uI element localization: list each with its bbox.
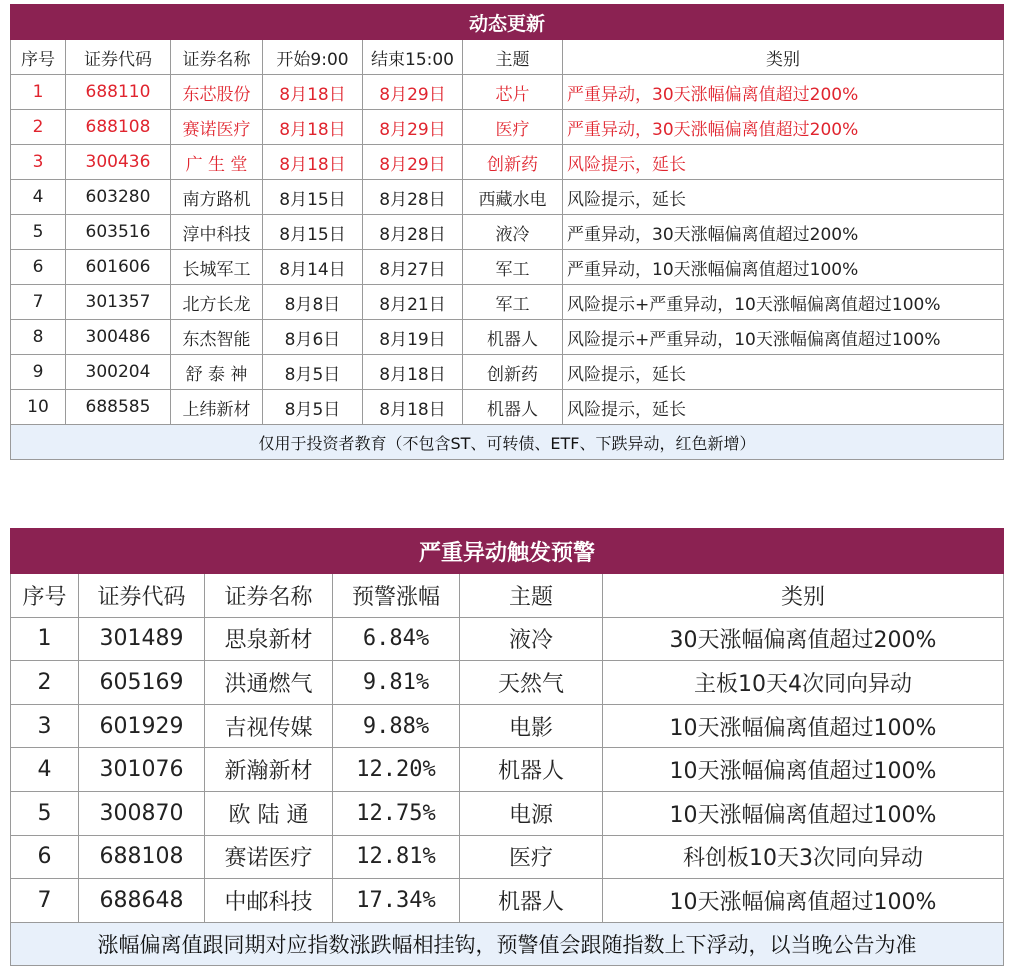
row-number-cell: 4	[11, 748, 79, 792]
row-number-cell: 9	[11, 355, 66, 390]
security-name-cell: 思泉新材	[205, 617, 333, 661]
theme-cell: 电影	[460, 704, 603, 748]
start-date-cell: 8月5日	[263, 355, 363, 390]
abnormal-warning-table	[10, 528, 1004, 966]
theme-cell: 创新药	[463, 355, 563, 390]
end-date-cell: 8月28日	[363, 180, 463, 215]
theme-cell: 机器人	[460, 879, 603, 923]
security-code-cell: 605169	[79, 661, 205, 705]
warning-rise-cell: 9.88%	[333, 704, 460, 748]
security-code-cell: 301076	[79, 748, 205, 792]
header-cell: 开始9:00	[263, 40, 363, 75]
security-name-cell: 新瀚新材	[205, 748, 333, 792]
end-date-cell: 8月29日	[363, 110, 463, 145]
row-number-cell: 5	[11, 215, 66, 250]
table-row	[11, 180, 1004, 215]
header-cell: 类别	[563, 40, 1004, 75]
category-cell: 10天涨幅偏离值超过100%	[603, 791, 1004, 835]
theme-cell: 医疗	[460, 835, 603, 879]
end-date-cell: 8月21日	[363, 285, 463, 320]
security-code-cell: 688648	[79, 879, 205, 923]
category-cell: 风险提示，延长	[563, 355, 1004, 390]
start-date-cell: 8月6日	[263, 320, 363, 355]
start-date-cell: 8月5日	[263, 390, 363, 425]
row-number-cell: 10	[11, 390, 66, 425]
end-date-cell: 8月18日	[363, 390, 463, 425]
table-footer-note: 涨幅偏离值跟同期对应指数涨跌幅相挂钩，预警值会跟随指数上下浮动，以当晚公告为准	[11, 922, 1004, 965]
row-number-cell: 2	[11, 661, 79, 705]
table-title: 严重异动触发预警	[11, 529, 1004, 574]
security-code-cell: 688108	[66, 110, 171, 145]
theme-cell: 天然气	[460, 661, 603, 705]
security-code-cell: 688585	[66, 390, 171, 425]
row-number-cell: 6	[11, 250, 66, 285]
row-number-cell: 3	[11, 145, 66, 180]
security-name-cell: 南方路机	[171, 180, 263, 215]
security-code-cell: 688108	[79, 835, 205, 879]
table-row	[11, 661, 1004, 705]
table-row	[11, 215, 1004, 250]
theme-cell: 电源	[460, 791, 603, 835]
table-row	[11, 320, 1004, 355]
table-row	[11, 791, 1004, 835]
row-number-cell: 7	[11, 879, 79, 923]
security-code-cell: 300436	[66, 145, 171, 180]
category-cell: 风险提示+严重异动，10天涨幅偏离值超过100%	[563, 285, 1004, 320]
category-cell: 10天涨幅偏离值超过100%	[603, 748, 1004, 792]
security-code-cell: 300204	[66, 355, 171, 390]
warning-rise-cell: 12.20%	[333, 748, 460, 792]
security-code-cell: 603516	[66, 215, 171, 250]
security-name-cell: 淳中科技	[171, 215, 263, 250]
category-cell: 风险提示，延长	[563, 180, 1004, 215]
security-name-cell: 北方长龙	[171, 285, 263, 320]
security-name-cell: 上纬新材	[171, 390, 263, 425]
security-name-cell: 欧 陆 通	[205, 791, 333, 835]
start-date-cell: 8月15日	[263, 180, 363, 215]
row-number-cell: 8	[11, 320, 66, 355]
end-date-cell: 8月29日	[363, 75, 463, 110]
start-date-cell: 8月18日	[263, 110, 363, 145]
theme-cell: 液冷	[463, 215, 563, 250]
table-row	[11, 748, 1004, 792]
category-cell: 严重异动，10天涨幅偏离值超过100%	[563, 250, 1004, 285]
warning-rise-cell: 12.75%	[333, 791, 460, 835]
theme-cell: 创新药	[463, 145, 563, 180]
table-title: 动态更新	[11, 5, 1004, 40]
row-number-cell: 7	[11, 285, 66, 320]
security-name-cell: 舒 泰 神	[171, 355, 263, 390]
table-row	[11, 110, 1004, 145]
header-row	[11, 574, 1004, 618]
security-name-cell: 吉视传媒	[205, 704, 333, 748]
security-name-cell: 洪通燃气	[205, 661, 333, 705]
theme-cell: 液冷	[460, 617, 603, 661]
theme-cell: 医疗	[463, 110, 563, 145]
table-row	[11, 75, 1004, 110]
end-date-cell: 8月28日	[363, 215, 463, 250]
start-date-cell: 8月8日	[263, 285, 363, 320]
header-cell: 证券名称	[205, 574, 333, 618]
table-row	[11, 285, 1004, 320]
table-row	[11, 704, 1004, 748]
category-cell: 风险提示，延长	[563, 145, 1004, 180]
start-date-cell: 8月15日	[263, 215, 363, 250]
table-row	[11, 355, 1004, 390]
end-date-cell: 8月19日	[363, 320, 463, 355]
theme-cell: 机器人	[463, 390, 563, 425]
table-row	[11, 145, 1004, 180]
dynamic-update-table	[10, 4, 1004, 460]
security-code-cell: 300486	[66, 320, 171, 355]
header-cell: 主题	[460, 574, 603, 618]
header-cell: 证券代码	[79, 574, 205, 618]
category-cell: 风险提示+严重异动，10天涨幅偏离值超过100%	[563, 320, 1004, 355]
security-name-cell: 赛诺医疗	[205, 835, 333, 879]
end-date-cell: 8月18日	[363, 355, 463, 390]
theme-cell: 西藏水电	[463, 180, 563, 215]
header-cell: 类别	[603, 574, 1004, 618]
category-cell: 30天涨幅偏离值超过200%	[603, 617, 1004, 661]
header-row	[11, 40, 1004, 75]
end-date-cell: 8月27日	[363, 250, 463, 285]
warning-rise-cell: 6.84%	[333, 617, 460, 661]
category-cell: 科创板10天3次同向异动	[603, 835, 1004, 879]
category-cell: 严重异动，30天涨幅偏离值超过200%	[563, 110, 1004, 145]
header-cell: 预警涨幅	[333, 574, 460, 618]
category-cell: 主板10天4次同向异动	[603, 661, 1004, 705]
header-cell: 主题	[463, 40, 563, 75]
security-code-cell: 601929	[79, 704, 205, 748]
security-name-cell: 赛诺医疗	[171, 110, 263, 145]
security-name-cell: 东芯股份	[171, 75, 263, 110]
category-cell: 严重异动，30天涨幅偏离值超过200%	[563, 215, 1004, 250]
warning-rise-cell: 9.81%	[333, 661, 460, 705]
security-code-cell: 301489	[79, 617, 205, 661]
theme-cell: 机器人	[460, 748, 603, 792]
security-code-cell: 603280	[66, 180, 171, 215]
header-cell: 结束15:00	[363, 40, 463, 75]
category-cell: 严重异动，30天涨幅偏离值超过200%	[563, 75, 1004, 110]
header-cell: 证券名称	[171, 40, 263, 75]
security-name-cell: 中邮科技	[205, 879, 333, 923]
row-number-cell: 5	[11, 791, 79, 835]
warning-rise-cell: 12.81%	[333, 835, 460, 879]
theme-cell: 军工	[463, 250, 563, 285]
table-footer-note: 仅用于投资者教育（不包含ST、可转债、ETF、下跌异动，红色新增）	[11, 425, 1004, 460]
row-number-cell: 4	[11, 180, 66, 215]
header-cell: 序号	[11, 574, 79, 618]
row-number-cell: 1	[11, 75, 66, 110]
table-row	[11, 390, 1004, 425]
security-name-cell: 长城军工	[171, 250, 263, 285]
end-date-cell: 8月29日	[363, 145, 463, 180]
start-date-cell: 8月14日	[263, 250, 363, 285]
row-number-cell: 3	[11, 704, 79, 748]
security-code-cell: 688110	[66, 75, 171, 110]
theme-cell: 机器人	[463, 320, 563, 355]
start-date-cell: 8月18日	[263, 145, 363, 180]
security-code-cell: 301357	[66, 285, 171, 320]
start-date-cell: 8月18日	[263, 75, 363, 110]
table-row	[11, 250, 1004, 285]
category-cell: 10天涨幅偏离值超过100%	[603, 704, 1004, 748]
table-row	[11, 835, 1004, 879]
warning-rise-cell: 17.34%	[333, 879, 460, 923]
row-number-cell: 6	[11, 835, 79, 879]
theme-cell: 军工	[463, 285, 563, 320]
security-code-cell: 601606	[66, 250, 171, 285]
security-code-cell: 300870	[79, 791, 205, 835]
row-number-cell: 1	[11, 617, 79, 661]
table-row	[11, 617, 1004, 661]
category-cell: 10天涨幅偏离值超过100%	[603, 879, 1004, 923]
security-name-cell: 广 生 堂	[171, 145, 263, 180]
row-number-cell: 2	[11, 110, 66, 145]
header-cell: 证券代码	[66, 40, 171, 75]
category-cell: 风险提示，延长	[563, 390, 1004, 425]
theme-cell: 芯片	[463, 75, 563, 110]
table-row	[11, 879, 1004, 923]
security-name-cell: 东杰智能	[171, 320, 263, 355]
header-cell: 序号	[11, 40, 66, 75]
